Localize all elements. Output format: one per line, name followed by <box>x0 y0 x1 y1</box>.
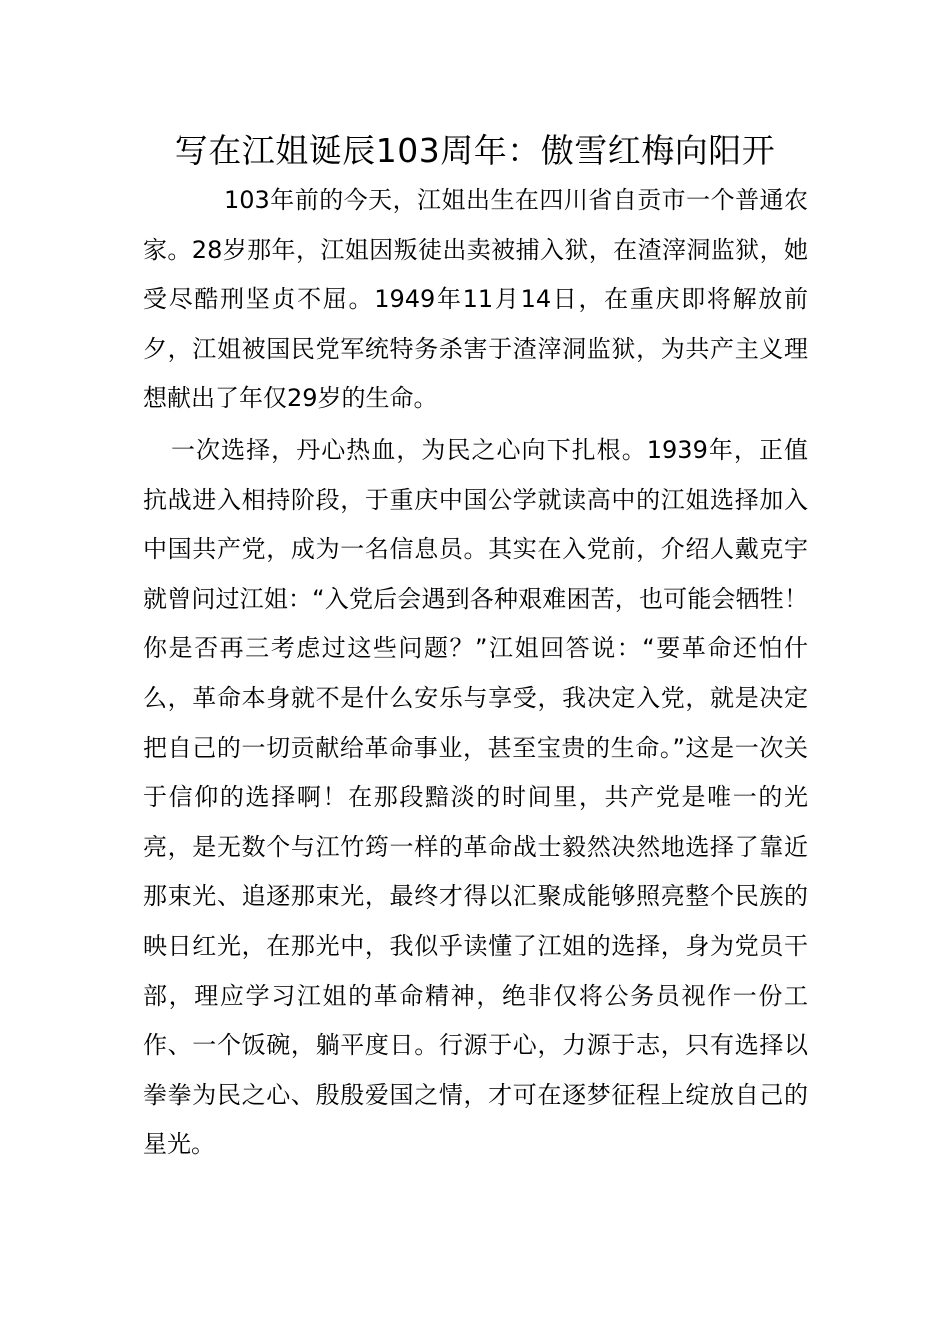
paragraph-choice: 一次选择，丹心热血，为民之心向下扎根。1939年，正值抗战进入相持阶段，于重庆中国公学就读高中的江姐选择加入中国共产党，成为一名信息员。其实在入党前，介绍人戴克宇就曾问过江姐：“入党后会遇到各种艰难困苦，也可能会牺牲！你是否再三考虑过这些问题？”江姐回答说：“要革命还怕什么，革命本身就不是什么安乐与享受，我决定入党，就是决定把自己的一切贡献给革命事业，甚至宝贵的生命。”这是一次关于信仰的选择啊！在那段黯淡的时间里，共产党是唯一的光亮，是无数个与江竹筠一样的革命战士毅然决然地选择了靠近那束光、追逐那束光，最终才得以汇聚成能够照亮整个民族的映日红光，在那光中，我似乎读懂了江姐的选择，身为党员干部，理应学习江姐的革命精神，绝非仅将公务员视作一份工作、一个饭碗，躺平度日。行源于心，力源于志，只有选择以拳拳为民之心、殷殷爱国之情，才可在逐梦征程上绽放自己的星光。 <box>143 436 808 1159</box>
document-title: 写在江姐诞辰103周年：傲雪红梅向阳开 <box>174 131 776 170</box>
paragraph-intro: 103年前的今天，江姐出生在四川省自贡市一个普通农家。28岁那年，江姐因叛徒出卖被捕入狱，在渣滓洞监狱，她受尽酷刑坚贞不屈。1949年11月14日，在重庆即将解放前夕，江姐被国民党军统特务杀害于渣滓洞监狱，为共产主义理想献出了年仅29岁的生命。 <box>143 186 808 413</box>
